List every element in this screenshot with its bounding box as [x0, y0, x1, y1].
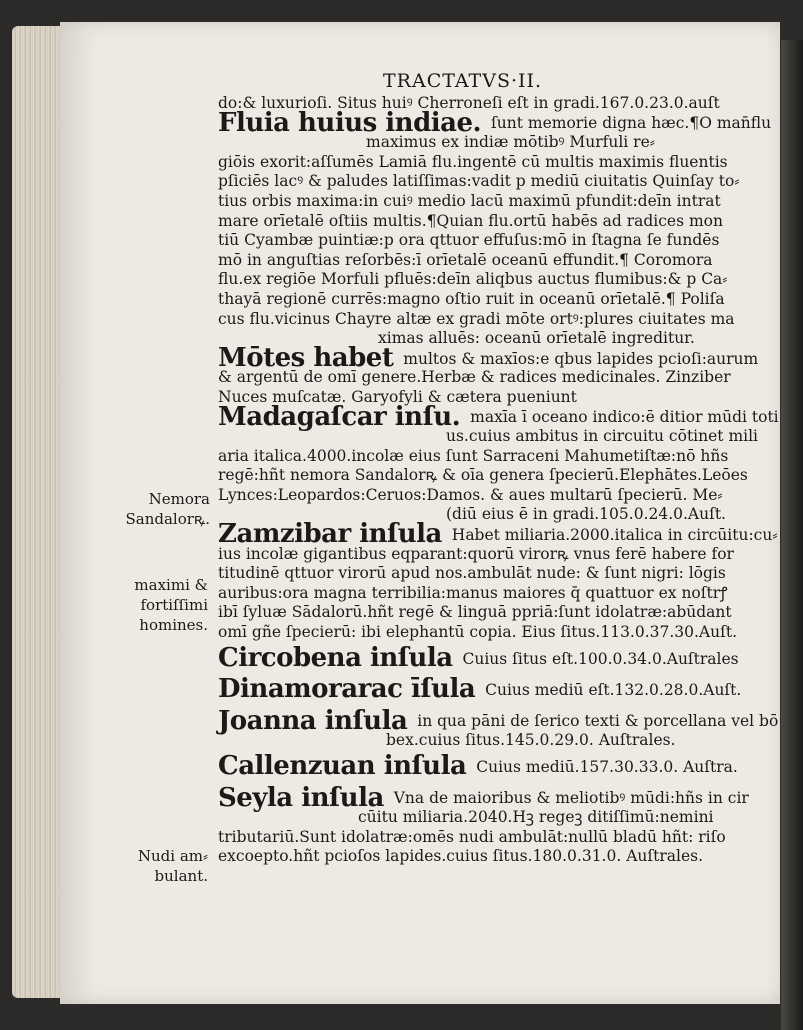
section-heading: Zamzibar inſula: [218, 519, 442, 550]
text-line: maxīa ī oceano indico:ē ditior mūdi toti: [470, 407, 779, 426]
margin-note-homines: maximi & fortiſſimi homines.: [134, 576, 208, 634]
text-line: mō in anguſtias reſorbēs:ī orīetalē oceanū effundit.¶ Coromora: [218, 250, 713, 269]
text-line: mare orīetalē oſtiis multis.¶Quian flu.ortū habēs ad radices mon: [218, 211, 723, 230]
text-line: pſiciēs lacꝰ & paludes latiſſimas:vadit p mediū ciuitatis Quinſay to⸗: [218, 172, 740, 191]
section-heading: Callenzuan inſula: [218, 751, 467, 781]
text-line: [218, 674, 743, 705]
text-line: [218, 342, 759, 373]
text-line: (diū eius ē in gradi.105.0.24.0.Auſt.: [446, 505, 726, 524]
text-line: excoepto.hñt pcioſos lapides.cuius ſitus.180.0.31.0. Auſtrales.: [218, 847, 703, 866]
text-line: ius incolæ gigantibus eqparant:quorū virorꝶ vnus ferē habere for: [218, 544, 734, 563]
section-heading: Madagaſcar inſu.: [218, 401, 461, 432]
section-heading: Dinamorarac īſula: [218, 674, 476, 705]
text-line: tius orbis maxima:in cuiꝰ medio lacū maximū pfundit:deīn intrat: [218, 191, 721, 210]
text-line: ibī ſyluæ Sādalorū.hñt regē & linguā ppriā:ſunt idolatræ:abūdant: [218, 603, 732, 622]
section-heading: Fluia huius indiae.: [218, 107, 482, 138]
text-line: do:& luxurioſi. Situs huiꝰ Cherroneſi eſt in gradi.167.0.23.0.auſt: [218, 94, 720, 112]
text-line: giōis exorit:aſſumēs Lamiā flu.ingentē cū multis maximis fluentis: [218, 152, 728, 171]
text-line: flu.ex regiōe Morfuli pfluēs:deīn aliqbus auctus flumibus:& p Ca⸗: [218, 270, 728, 289]
text-line: Habet miliaria.2000.italica in circūitu:cu⸗: [451, 526, 778, 545]
text-line: tributariū.Sunt idolatræ:omēs nudi ambulāt:nullū bladū hñt: riſo: [218, 827, 726, 846]
text-line: [218, 642, 743, 673]
text-line: ſunt memorie digna hæc.¶O man̄flu: [491, 113, 772, 132]
text-line: cūitu miliaria.2040.Hꝫ regeꝫ ditiſſimū:nemini: [358, 808, 714, 827]
text-line: [218, 519, 778, 550]
text-line: Lynces:Leopardos:Ceruos:Damos. & aues multarū ſpecierū. Me⸗: [218, 485, 723, 504]
text-line: cus flu.vicinus Chayre altæ ex gradi mōte ortꝰ:plures ciuitates ma: [218, 309, 735, 328]
text-line: us.cuius ambitus in circuitu cōtinet mili: [446, 427, 759, 446]
text-line: Nuces muſcatæ. Garyofyli & cætera pueniunt: [218, 387, 577, 406]
text-line: multos & maxīos:e qbus lapides pcioſi:aurum: [403, 349, 759, 368]
text-line: bex.cuius ſitus.145.0.29.0. Auſtrales.: [386, 731, 676, 750]
text-line: & argentū de omī genere.Herbæ & radices medicinales. Zinziber: [218, 368, 731, 387]
text-line: Cuius ſitus eſt.100.0.34.0.Auſtrales: [462, 649, 739, 668]
text-line: omī gñe ſpecierū: ibi elephantū copia. Eius ſitus.113.0.37.30.Auſt.: [218, 623, 738, 642]
body-text: [218, 94, 779, 867]
text-line: [218, 751, 743, 781]
text-line: [218, 401, 779, 432]
section-heading: Mōtes habet: [218, 342, 394, 373]
running-header: TRACTATVS·II.: [383, 70, 543, 92]
text-line: thayā regionē currēs:magno oſtio ruit in oceanū orīetalē.¶ Poliſa: [218, 289, 725, 308]
text-line: [218, 782, 749, 813]
section-heading: Joanna inſula: [218, 705, 408, 736]
section-heading: Circobena inſula: [218, 642, 453, 673]
text-line: Vna de maioribus & meliotibꝰ mūdi:hñs in cir: [393, 788, 749, 807]
text-line: aria italica.4000.incolæ eius ſunt Sarraceni Mahumetiſtæ:nō hñs: [218, 446, 729, 465]
text-line: titudinē qttuor virorū apud nos.ambulāt nude: & ſunt nigri: lōgis: [218, 564, 726, 583]
text-line: [218, 705, 779, 736]
section-heading: Seyla inſula: [218, 782, 384, 813]
text-line: in qua pāni de ſerico texti & porcellana vel bō: [417, 711, 779, 730]
text-line: ximas alluēs: oceanū orīetalē ingreditur.: [378, 329, 695, 348]
text-line: maximus ex indiæ mōtibꝰ Murfuli re⸗: [366, 133, 655, 152]
margin-note-nudi: Nudi am⸗ bulant.: [137, 847, 208, 885]
text-line: auribus:ora magna terribilia:manus maiores q̄ quattuor ex noſtrꝭ: [218, 583, 728, 602]
text-line: Cuius mediū eſt.132.0.28.0.Auſt.: [485, 681, 742, 700]
text-line: tiū Cyambæ puintiæ:p ora qttuor effuſus:mō in ſtagna ſe fundēs: [218, 231, 720, 250]
book-spine: [781, 40, 803, 1030]
text-line: [218, 107, 772, 138]
text-line: regē:hñt nemora Sandalorꝶ & oīa genera ſpecierū.Elephātes.Leōes: [218, 466, 748, 485]
margin-note-nemora: Nemora Sandalorꝶ.: [125, 490, 210, 528]
text-line: Cuius mediū.157.30.33.0. Auſtra.: [476, 758, 738, 776]
